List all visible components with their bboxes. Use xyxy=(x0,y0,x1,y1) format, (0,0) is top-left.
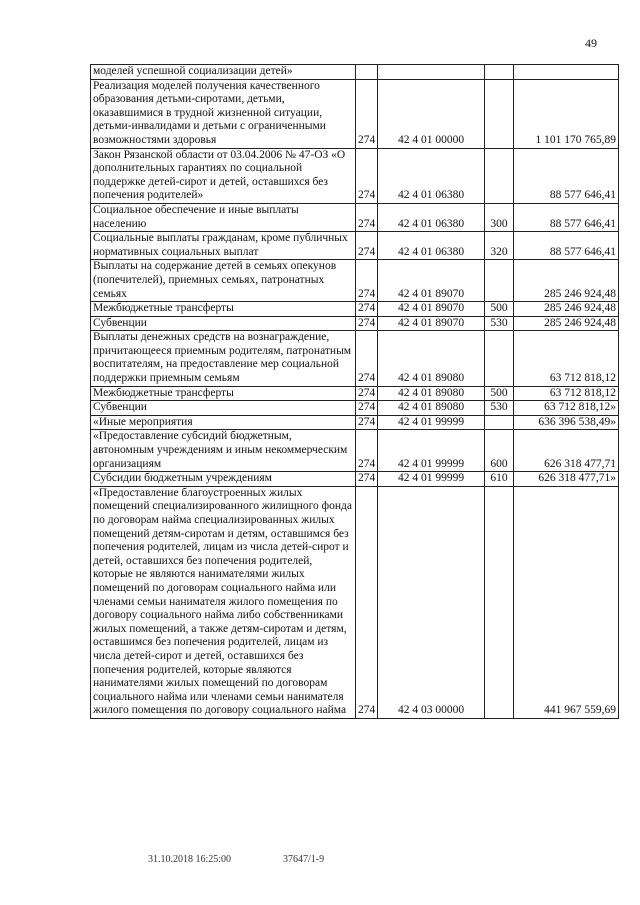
cell-name: Реализация моделей получения качественного образования детьми-сиротами, детьми, оказавшимися в трудной жизненной ситуации, детьми-инвалидами и детьми с ограниченными возможностями здоровья xyxy=(91,79,356,148)
cell-ved-code: 274 xyxy=(356,415,378,430)
cell-ved-code: 274 xyxy=(356,79,378,148)
cell-sum: 285 246 924,48 xyxy=(514,260,619,302)
cell-ved-code: 274 xyxy=(356,203,378,231)
cell-name: Выплаты денежных средств на вознаграждение, причитающееся приемным родителям, патронатным воспитателям, на предоставление мер социальной поддержки приемным семьям xyxy=(91,331,356,386)
cell-sum: 441 967 559,69 xyxy=(514,486,619,718)
cell-vr-code xyxy=(485,331,514,386)
table-row xyxy=(91,203,619,231)
cell-vr-code: 300 xyxy=(485,203,514,231)
table-row xyxy=(91,79,619,148)
cell-csr-code: 42 4 01 99999 xyxy=(378,472,485,487)
cell-csr-code: 42 4 01 99999 xyxy=(378,415,485,430)
cell-ved-code: 274 xyxy=(356,232,378,260)
cell-ved-code xyxy=(356,65,378,80)
cell-csr-code: 42 4 01 89070 xyxy=(378,316,485,331)
footer-document-code: 37647/1-9 xyxy=(283,854,325,865)
cell-name: Межбюджетные трансферты xyxy=(91,302,356,317)
cell-name: Субвенции xyxy=(91,316,356,331)
cell-name: Субвенции xyxy=(91,401,356,416)
cell-sum: 636 396 538,49» xyxy=(514,415,619,430)
cell-sum: 88 577 646,41 xyxy=(514,148,619,203)
cell-vr-code: 500 xyxy=(485,302,514,317)
cell-vr-code: 600 xyxy=(485,430,514,472)
cell-name: Выплаты на содержание детей в семьях опекунов (попечителей), приемных семьях, патронатных семьях xyxy=(91,260,356,302)
cell-name: Закон Рязанской области от 03.04.2006 № 47-ОЗ «О дополнительных гарантиях по социальной поддержке детей-сирот и детей, оставшихся без попечения родителей» xyxy=(91,148,356,203)
table-row xyxy=(91,232,619,260)
cell-vr-code xyxy=(485,148,514,203)
cell-ved-code: 274 xyxy=(356,316,378,331)
table-row xyxy=(91,386,619,401)
cell-vr-code: 530 xyxy=(485,401,514,416)
cell-ved-code: 274 xyxy=(356,302,378,317)
cell-sum xyxy=(514,65,619,80)
cell-csr-code: 42 4 01 00000 xyxy=(378,79,485,148)
cell-name: «Иные мероприятия xyxy=(91,415,356,430)
cell-csr-code: 42 4 01 06380 xyxy=(378,148,485,203)
table-row xyxy=(91,316,619,331)
table-row xyxy=(91,331,619,386)
cell-vr-code: 500 xyxy=(485,386,514,401)
cell-csr-code: 42 4 01 89070 xyxy=(378,260,485,302)
table-row xyxy=(91,65,619,80)
cell-sum: 626 318 477,71 xyxy=(514,430,619,472)
cell-sum: 63 712 818,12 xyxy=(514,331,619,386)
cell-csr-code xyxy=(378,65,485,80)
cell-sum: 88 577 646,41 xyxy=(514,203,619,231)
cell-sum: 1 101 170 765,89 xyxy=(514,79,619,148)
table-row xyxy=(91,430,619,472)
budget-table xyxy=(90,64,619,719)
cell-vr-code: 320 xyxy=(485,232,514,260)
cell-csr-code: 42 4 01 89080 xyxy=(378,401,485,416)
cell-vr-code xyxy=(485,65,514,80)
cell-sum: 626 318 477,71» xyxy=(514,472,619,487)
cell-vr-code xyxy=(485,415,514,430)
cell-sum: 88 577 646,41 xyxy=(514,232,619,260)
cell-name: Субсидии бюджетным учреждениям xyxy=(91,472,356,487)
cell-ved-code: 274 xyxy=(356,401,378,416)
table-row xyxy=(91,148,619,203)
table-row xyxy=(91,415,619,430)
table-row xyxy=(91,401,619,416)
table-row xyxy=(91,486,619,718)
cell-sum: 285 246 924,48 xyxy=(514,316,619,331)
footer-timestamp: 31.10.2018 16:25:00 xyxy=(148,854,232,865)
cell-ved-code: 274 xyxy=(356,331,378,386)
table-row xyxy=(91,260,619,302)
cell-vr-code xyxy=(485,486,514,718)
cell-name: Социальные выплаты гражданам, кроме публичных нормативных социальных выплат xyxy=(91,232,356,260)
cell-name: Социальное обеспечение и иные выплаты населению xyxy=(91,203,356,231)
cell-vr-code: 530 xyxy=(485,316,514,331)
cell-csr-code: 42 4 01 89080 xyxy=(378,386,485,401)
cell-vr-code: 610 xyxy=(485,472,514,487)
cell-name: «Предоставление субсидий бюджетным, автономным учреждениям и иным некоммерческим организациям xyxy=(91,430,356,472)
cell-ved-code: 274 xyxy=(356,260,378,302)
table-row xyxy=(91,472,619,487)
cell-csr-code: 42 4 03 00000 xyxy=(378,486,485,718)
cell-name: моделей успешной социализации детей» xyxy=(91,65,356,80)
table-row xyxy=(91,302,619,317)
cell-name: «Предоставление благоустроенных жилых помещений специализированного жилищного фонда по договорам найма специализированных жилых помещений детям-сиротам и детям, оставшимся без попечения родителей, лицам из числа детей-сирот и детей, оставшихся без попечения родителей, которые не являются нанимателями жилых помещений по договорам социального найма или членами семьи нанимателя жилого помещения по договору социального найма либо собственниками жилых помещений, а также детям-сиротам и детям, оставшимся без попечения родителей, лицам из числа детей-сирот и детей, оставшихся без попечения родителей, которые являются нанимателями жилых помещений по договорам социального найма или членами семьи нанимателя жилого помещения по договору социального найма xyxy=(91,486,356,718)
cell-ved-code: 274 xyxy=(356,486,378,718)
cell-csr-code: 42 4 01 89080 xyxy=(378,331,485,386)
cell-sum: 63 712 818,12» xyxy=(514,401,619,416)
cell-ved-code: 274 xyxy=(356,472,378,487)
cell-vr-code xyxy=(485,260,514,302)
cell-ved-code: 274 xyxy=(356,148,378,203)
cell-csr-code: 42 4 01 99999 xyxy=(378,430,485,472)
cell-ved-code: 274 xyxy=(356,430,378,472)
cell-vr-code xyxy=(485,79,514,148)
cell-name: Межбюджетные трансферты xyxy=(91,386,356,401)
cell-sum: 63 712 818,12 xyxy=(514,386,619,401)
cell-ved-code: 274 xyxy=(356,386,378,401)
cell-csr-code: 42 4 01 06380 xyxy=(378,203,485,231)
page-number: 49 xyxy=(585,36,597,50)
cell-csr-code: 42 4 01 06380 xyxy=(378,232,485,260)
cell-csr-code: 42 4 01 89070 xyxy=(378,302,485,317)
cell-sum: 285 246 924,48 xyxy=(514,302,619,317)
